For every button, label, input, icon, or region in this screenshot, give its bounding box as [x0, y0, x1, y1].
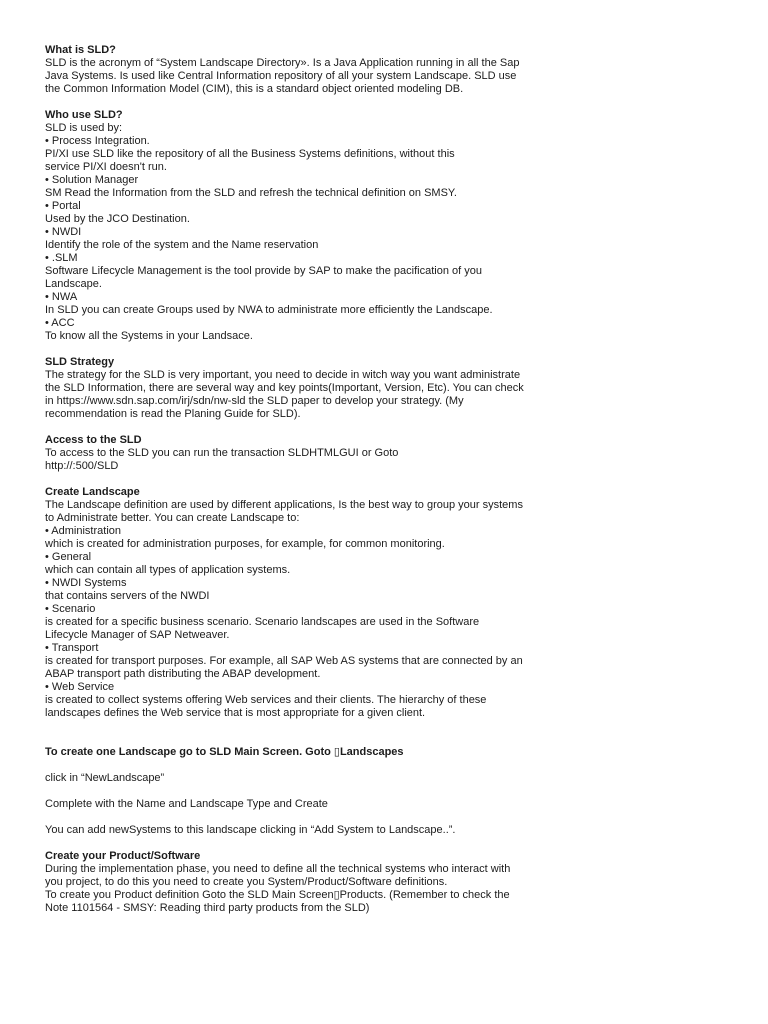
section-heading: SLD Strategy — [45, 356, 115, 368]
text-line: To know all the Systems in your Landsace. — [45, 330, 253, 342]
text-line: • Scenario — [45, 603, 96, 615]
text-line: Note 1101564 - SMSY: Reading third party products from the SLD) — [45, 902, 370, 914]
text-line: in https://www.sdn.sap.com/irj/sdn/nw-sld the SLD paper to develop your strategy. (My — [45, 395, 464, 407]
section-heading: Access to the SLD — [45, 434, 142, 446]
text-line: • Process Integration. — [45, 135, 150, 147]
text-line: the Common Information Model (CIM), this is a standard object oriented modeling DB. — [45, 83, 464, 95]
text-line: Identify the role of the system and the Name reservation — [45, 239, 319, 251]
text-line: recommendation is read the Planing Guide for SLD). — [45, 408, 301, 420]
text-line: • NWDI — [45, 226, 82, 238]
text-line: SM Read the Information from the SLD and refresh the technical definition on SMSY. — [45, 187, 457, 199]
text-line: Software Lifecycle Management is the tool provide by SAP to make the pacification of you — [45, 265, 482, 277]
text-line: SLD is the acronym of “System Landscape Directory». Is a Java Application running in all the Sap — [45, 57, 520, 69]
text-line: that contains servers of the NWDI — [45, 590, 210, 602]
text-line: Used by the JCO Destination. — [45, 213, 190, 225]
text-line: which can contain all types of application systems. — [45, 564, 291, 576]
text-line: The Landscape definition are used by different applications, Is the best way to group your systems — [45, 499, 523, 511]
text-line: • ACC — [45, 317, 75, 329]
text-line: The strategy for the SLD is very important, you need to decide in witch way you want administrate — [45, 369, 521, 381]
text-line: service PI/XI doesn't run. — [45, 161, 167, 173]
text-line: you project, to do this you need to create you System/Product/Software definitions. — [45, 876, 448, 888]
text-line: • General — [45, 551, 92, 563]
text-line: the SLD Information, there are several way and key points(Important, Version, Etc). You can check — [45, 382, 524, 394]
text-line: You can add newSystems to this landscape clicking in “Add System to Landscape..”. — [45, 824, 456, 836]
text-line: which is created for administration purposes, for example, for common monitoring. — [45, 538, 445, 550]
text-line: is created to collect systems offering Web services and their clients. The hierarchy of these — [45, 694, 487, 706]
text-line: To access to the SLD you can run the transaction SLDHTMLGUI or Goto — [45, 447, 399, 459]
text-line: Complete with the Name and Landscape Type and Create — [45, 798, 328, 810]
section-heading: Create your Product/Software — [45, 850, 201, 862]
text-line: • Solution Manager — [45, 174, 139, 186]
text-line: • NWDI Systems — [45, 577, 127, 589]
text-line: • NWA — [45, 291, 78, 303]
text-line: click in “NewLandscape” — [45, 772, 165, 784]
text-line: Landscape. — [45, 278, 102, 290]
section-heading: To create one Landscape go to SLD Main Screen. Goto ▯Landscapes — [45, 746, 404, 758]
text-line: is created for transport purposes. For example, all SAP Web AS systems that are connected by an — [45, 655, 523, 667]
text-line: landscapes defines the Web service that is most appropriate for a given client. — [45, 707, 426, 719]
text-line: • Administration — [45, 525, 121, 537]
text-line: To create you Product definition Goto the SLD Main Screen▯Products. (Remember to check the — [45, 889, 510, 901]
text-line: Java Systems. Is used like Central Information repository of all your system Landscape. SLD use — [45, 70, 517, 82]
text-line: • .SLM — [45, 252, 78, 264]
text-line: ABAP transport path distributing the ABAP development. — [45, 668, 321, 680]
section-heading: Who use SLD? — [45, 109, 123, 121]
text-line: • Web Service — [45, 681, 115, 693]
section-heading: Create Landscape — [45, 486, 140, 498]
text-line: is created for a specific business scenario. Scenario landscapes are used in the Software — [45, 616, 480, 628]
text-line: to Administrate better. You can create Landscape to: — [45, 512, 300, 524]
text-line: In SLD you can create Groups used by NWA to administrate more efficiently the Landscape. — [45, 304, 493, 316]
text-line: Lifecycle Manager of SAP Netweaver. — [45, 629, 230, 641]
text-line: • Portal — [45, 200, 81, 212]
text-line: • Transport — [45, 642, 99, 654]
section-heading: What is SLD? — [45, 44, 116, 56]
text-line: SLD is used by: — [45, 122, 123, 134]
document-body — [45, 44, 745, 915]
text-line: http://:500/SLD — [45, 460, 119, 472]
text-line: During the implementation phase, you need to define all the technical systems who interact with — [45, 863, 511, 875]
text-line: PI/XI use SLD like the repository of all the Business Systems definitions, without this — [45, 148, 455, 160]
